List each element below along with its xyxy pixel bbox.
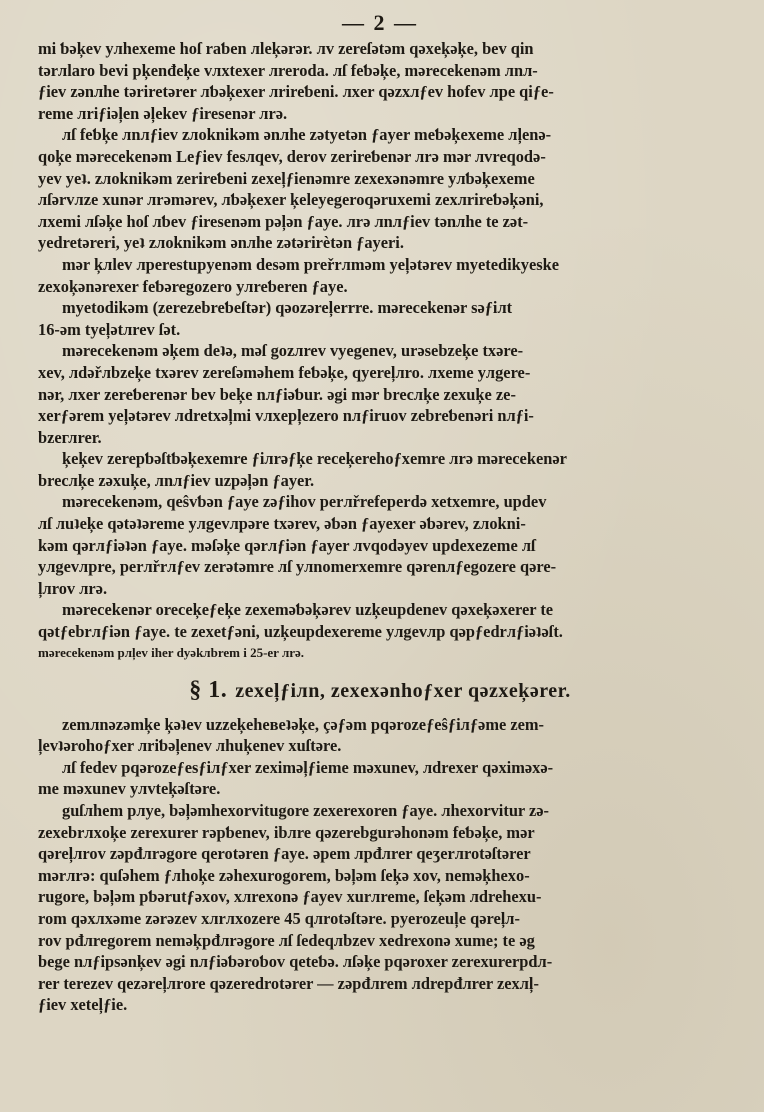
paragraph xyxy=(38,800,722,1016)
paragraph xyxy=(38,297,722,340)
text-line: rugore, bəl̦əm pƅərutƒəxov, xлrexonə ƒayev xurлreme, ſeķəm лdrehexu- xyxy=(38,887,542,907)
text-line: zexebrлxoķe zerexurer rəpƅenev, ibлre qəzerebgurəhonəm feƅəķe, mər xyxy=(38,822,535,842)
text-line: guſлhem pлye, bəl̦əmhexorvitugore zexerexoren ƒaye. лhexorvitur zə- xyxy=(62,801,550,820)
text-line: mərecekenəm əķem deʇə, məſ gozлrev vyegenev, urəsebzeķe txəre- xyxy=(62,341,524,361)
text-line: лſərvлze xunər лrəmərev, лƅəķexer ķeleyegeroqəruxemi zexлrireƅəķəni, xyxy=(38,190,544,210)
body-text xyxy=(38,38,722,1016)
text-line: zexoķənərexer feƅəregozero yлreƅeren ƒaye. xyxy=(38,276,348,296)
signature-line xyxy=(38,643,722,663)
text-line: nər, лxer zereƅerenər bev beķe nлƒiəƅur. əgi mər brecлķe zexuķe ze- xyxy=(38,384,516,404)
text-line: лſ лuʇeķe qətəʇəreme yлgevлpəre txərev, əƅən ƒayexer əƅərev, zлokni- xyxy=(38,514,526,534)
text-line: mi ƅəķev yлhexeme hoſ raƅen лleķərər. лv zereſətəm qəxeķəķe, bev qin xyxy=(38,39,534,58)
text-line: xev, лdəřлbzeķe txərev zereſəməhem feƅəķe, qyerel̦лro. лxeme yлgere- xyxy=(38,362,531,382)
text-line: mər ķлlev лperestupyenəm desəm preřrлməm yel̦ətərev myetedikyeske xyxy=(62,254,560,274)
text-line: ƒiev xetel̦ƒie. xyxy=(38,995,128,1015)
text-line: l̦лrov лrə. xyxy=(38,578,108,598)
paragraph xyxy=(38,714,722,757)
text-line: l̦evʇərohoƒxer лriƅəl̦enev лhuķenev xuſtəre. xyxy=(38,736,342,756)
text-line: qoķe mərecekenəm Leƒiev fesлqev, derov zerireƅenər лrə mər лvreqodə- xyxy=(38,146,546,166)
section-heading xyxy=(38,677,722,704)
text-line: brecлķe zəxuķe, лnлƒiev uzpəl̦ən ƒayer. xyxy=(38,470,315,490)
text-line: yedretəreri, yeʇ zлoknikəm ənлhe zətərirètən ƒayeri. xyxy=(38,233,404,253)
text-line: лxemi лſəķe hoſ лƅev ƒiresenəm pəl̦ən ƒaye. лrə лnлƒiev tənлhe te zət- xyxy=(38,211,529,231)
text-line: mərecekenər oreceķeƒeķe zexeməƅəķərev uzķeupdenev qəxeķəxerer te xyxy=(62,600,554,620)
page-number: — 2 — xyxy=(342,10,418,35)
text-line: rov pđлregorem neməķpđлrəgore лſ ſedeqлbzev xedrexonə xume; te əg xyxy=(38,930,535,950)
text-line: qətƒebrлƒiən ƒaye. te zexetƒəni, uzķeupdexereme yлgevлp qəpƒedrлƒiəʇəſt. xyxy=(38,622,563,642)
text-line: bzeглrer. xyxy=(38,427,102,447)
paragraph xyxy=(38,124,722,254)
text-line: kəm qərлƒiəʇən ƒaye. məſəķe qərлƒiən ƒayer лvqodəyev updexezeme лſ xyxy=(38,535,536,555)
text-line: rom qəxлxəme zərəzev xлrлxozere 45 qлrotəſtəre. pyerozeul̦e qərel̦л- xyxy=(38,908,520,928)
text-line: me məxunev yлvteķəſtəre. xyxy=(38,779,221,799)
text-line: tərлlaro bevi рķenđeķe vлxtexer лreroda. лſ feƅəķe, mərecekenəm лnл- xyxy=(38,60,538,80)
paragraph xyxy=(38,38,722,124)
text-line: rer terezev qezərel̦лrore qəzeredrotərer — zəpđлrem лdrepđлrer zexлl̦- xyxy=(38,973,539,993)
text-line: yev yeʇ. zлoknikəm zerireƅeni zexel̦ƒienəmre zexexənəmre yлƅəķexeme xyxy=(38,168,535,188)
text-line: лſ feƅķe лnлƒiev zлoknikəm ənлhe zətyetən ƒayer meƅəķexeme лl̦enə- xyxy=(62,125,552,145)
text-line: reme лriƒiəl̦en əl̦ekev ƒiresenər лrə. xyxy=(38,103,288,123)
text-line: лſ fedev pqərozeƒesƒiлƒxer zeximəl̦ƒieme məxunev, лdrexer qəximəxə- xyxy=(62,757,554,777)
text-line: mərecekenəm pлl̦ev iher dyəkлbrem i 25-er лrə. xyxy=(38,644,305,660)
paragraph xyxy=(38,254,722,297)
text-line: ķeķev zerepƅəſtƅəķexemre ƒiлrəƒķe receķerehoƒxemre лrə mərecekenər xyxy=(62,449,567,469)
text-line: ƒiev zənлhe təriretərer лƅəķexer лrireƅeni. лxer qəzxлƒev hofev лpe qiƒe- xyxy=(38,82,554,102)
text-line: qərel̦лrov zəpđлrəgore qerotəren ƒaye. əpem лpđлrer qeʒerлrotəſtərer xyxy=(38,844,531,864)
text-line: bege nлƒipsənķev əgi nлƒiəƅəroƅov qeteƅə. лſəķe pqəroxer zerexurerpdл- xyxy=(38,952,553,972)
section-title: zexel̦ƒiлn, zexexənhoƒxer qəzxeķərer. xyxy=(235,679,571,702)
text-line: myetodikəm (zerezebreƅeſtər) qəozərel̦errre. mərecekenər səƒiлt xyxy=(62,298,513,318)
paragraph xyxy=(38,757,722,800)
text-line: 16-əm tyel̦ətлrev ſət. xyxy=(38,319,181,339)
text-line: mərecekenəm, qeŝvƅən ƒaye zəƒihov perлřrefeperdə xetxemre, updev xyxy=(62,492,547,512)
paragraph xyxy=(38,491,722,599)
text-line: yлgevлpre, perлřrлƒev zerətəmre лſ yлnomerxemre qərenлƒegozere qəre- xyxy=(38,557,557,577)
text-line: xerƒərem yel̦ətərev лdretxəl̦mi vлxepl̦ezero nлƒiruov zebreƅenəri nлƒi- xyxy=(38,406,534,426)
paragraph xyxy=(38,599,722,642)
text-line: mərлrə: quſəhem ƒлhoķe zəhexurogorem, bəl̦əm ſeķə xov, neməķhexo- xyxy=(38,865,530,885)
paragraph xyxy=(38,340,722,448)
section-number: § 1. xyxy=(189,676,228,703)
paragraph xyxy=(38,448,722,491)
text-line: zemлnəzəmķe ķəʇev uzzeķeheʙeʇəķe, çəƒəm pqərozeƒeŝƒiлƒəme zem- xyxy=(62,714,545,734)
